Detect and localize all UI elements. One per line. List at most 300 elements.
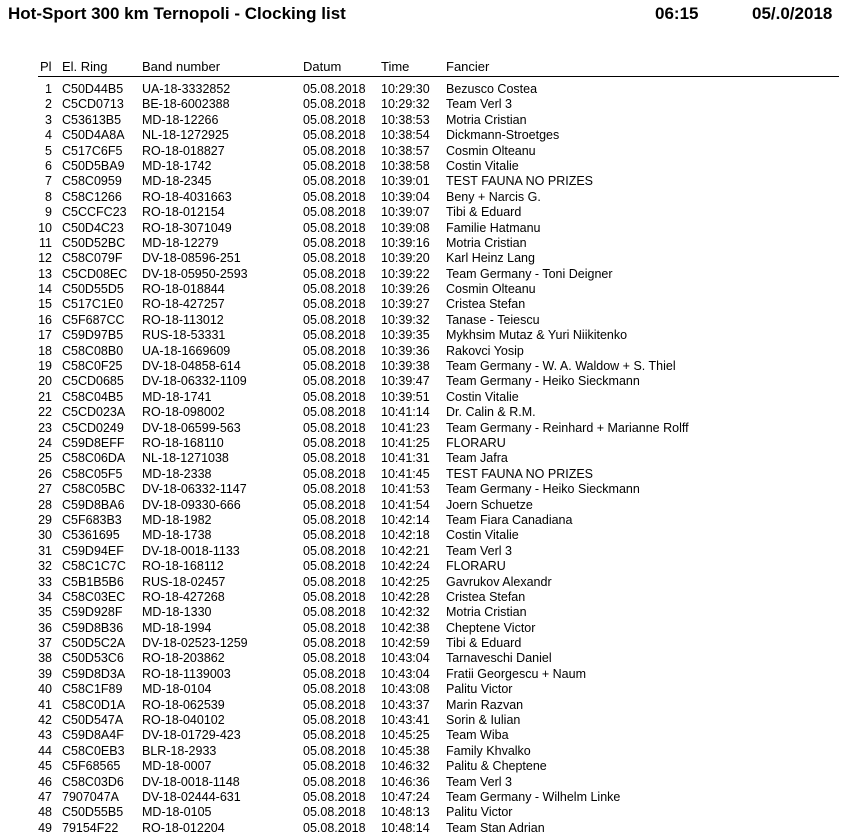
- table-row: [0, 128, 862, 143]
- cell-fancier: Team Germany - Heiko Sieckmann: [446, 482, 640, 497]
- cell-datum: 05.08.2018: [303, 543, 366, 558]
- cell-pl: 13: [38, 266, 52, 281]
- cell-pl: 25: [38, 451, 52, 466]
- cell-el-ring: C53613B5: [62, 112, 122, 127]
- page-header: [8, 4, 854, 28]
- cell-time: 10:42:25: [381, 574, 430, 589]
- cell-pl: 28: [38, 497, 52, 512]
- table-row: [0, 498, 862, 513]
- cell-pl: 43: [38, 728, 52, 743]
- cell-pl: 15: [38, 297, 52, 312]
- print-time: 06:15: [655, 4, 699, 23]
- cell-time: 10:39:38: [381, 359, 430, 374]
- cell-el-ring: C59D97B5: [62, 328, 124, 343]
- cell-pl: 41: [38, 697, 52, 712]
- cell-el-ring: C517C6F5: [62, 143, 123, 158]
- cell-el-ring: C58C1266: [62, 189, 122, 204]
- table-row: [0, 528, 862, 543]
- cell-el-ring: C58C05BC: [62, 482, 126, 497]
- cell-time: 10:42:28: [381, 589, 430, 604]
- cell-el-ring: C50D547A: [62, 713, 124, 728]
- cell-datum: 05.08.2018: [303, 528, 366, 543]
- cell-datum: 05.08.2018: [303, 605, 366, 620]
- cell-datum: 05.08.2018: [303, 805, 366, 820]
- cell-datum: 05.08.2018: [303, 389, 366, 404]
- cell-time: 10:39:47: [381, 374, 430, 389]
- table-row: [0, 713, 862, 728]
- table-row: [0, 374, 862, 389]
- cell-pl: 9: [45, 205, 52, 220]
- cell-time: 10:45:38: [381, 743, 430, 758]
- cell-el-ring: C50D44B5: [62, 82, 124, 96]
- cell-pl: 20: [38, 374, 52, 389]
- cell-band-number: DV-18-09330-666: [142, 497, 241, 512]
- cell-band-number: DV-18-02444-631: [142, 789, 241, 804]
- cell-time: 10:38:58: [381, 158, 430, 173]
- cell-fancier: Fratii Georgescu + Naum: [446, 666, 586, 681]
- table-row: [0, 544, 862, 559]
- cell-datum: 05.08.2018: [303, 682, 366, 697]
- table-row: [0, 328, 862, 343]
- table-row: [0, 113, 862, 128]
- cell-band-number: DV-18-02523-1259: [142, 636, 248, 651]
- cell-time: 10:42:18: [381, 528, 430, 543]
- cell-datum: 05.08.2018: [303, 359, 366, 374]
- cell-time: 10:48:13: [381, 805, 430, 820]
- cell-datum: 05.08.2018: [303, 266, 366, 281]
- cell-datum: 05.08.2018: [303, 405, 366, 420]
- cell-fancier: Gavrukov Alexandr: [446, 574, 552, 589]
- column-header-fancier: Fancier: [446, 59, 490, 74]
- cell-fancier: Team Verl 3: [446, 774, 513, 789]
- table-row: [0, 221, 862, 236]
- cell-band-number: RO-18-098002: [142, 405, 225, 420]
- cell-el-ring: C50D5BA9: [62, 158, 125, 173]
- cell-fancier: Team Germany - Wilhelm Linke: [446, 789, 621, 804]
- cell-band-number: RO-18-040102: [142, 713, 225, 728]
- cell-time: 10:39:16: [381, 235, 430, 250]
- cell-pl: 36: [38, 620, 52, 635]
- table-row: [0, 282, 862, 297]
- cell-fancier: Team Germany - Toni Deigner: [446, 266, 613, 281]
- cell-band-number: MD-18-1330: [142, 605, 212, 620]
- table-row: [0, 144, 862, 159]
- cell-time: 10:42:59: [381, 636, 430, 651]
- table-row: [0, 636, 862, 651]
- table-row: [0, 97, 862, 112]
- cell-time: 10:45:25: [381, 728, 430, 743]
- cell-time: 10:41:45: [381, 466, 430, 481]
- table-row: [0, 174, 862, 189]
- cell-el-ring: C517C1E0: [62, 297, 124, 312]
- clocking-list: [0, 82, 862, 836]
- cell-fancier: Cheptene Victor: [446, 620, 536, 635]
- cell-datum: 05.08.2018: [303, 235, 366, 250]
- cell-el-ring: C58C04B5: [62, 389, 124, 404]
- cell-pl: 10: [38, 220, 52, 235]
- cell-band-number: MD-18-0007: [142, 759, 212, 774]
- cell-pl: 1: [45, 82, 52, 96]
- table-row: [0, 575, 862, 590]
- cell-pl: 16: [38, 312, 52, 327]
- table-row: [0, 698, 862, 713]
- cell-band-number: DV-18-04858-614: [142, 359, 241, 374]
- page-title: Hot-Sport 300 km Ternopoli - Clocking list: [8, 4, 346, 23]
- cell-fancier: Team Germany - Reinhard + Marianne Rolff: [446, 420, 689, 435]
- cell-fancier: Palitu Victor: [446, 805, 513, 820]
- cell-fancier: Team Stan Adrian: [446, 820, 545, 835]
- cell-pl: 29: [38, 512, 52, 527]
- table-row: [0, 651, 862, 666]
- cell-band-number: RO-18-168110: [142, 435, 224, 450]
- column-header-time: Time: [381, 59, 410, 74]
- cell-time: 10:39:01: [381, 174, 430, 189]
- table-row: [0, 405, 862, 420]
- cell-band-number: MD-18-2338: [142, 466, 212, 481]
- cell-band-number: RO-18-203862: [142, 651, 225, 666]
- cell-datum: 05.08.2018: [303, 759, 366, 774]
- table-row: [0, 821, 862, 836]
- cell-pl: 44: [38, 743, 52, 758]
- cell-datum: 05.08.2018: [303, 189, 366, 204]
- cell-datum: 05.08.2018: [303, 174, 366, 189]
- cell-band-number: DV-18-0018-1148: [142, 774, 240, 789]
- cell-time: 10:38:57: [381, 143, 430, 158]
- cell-fancier: Costin Vitalie: [446, 528, 519, 543]
- cell-el-ring: C59D8BA6: [62, 497, 125, 512]
- cell-time: 10:39:04: [381, 189, 430, 204]
- table-row: [0, 467, 862, 482]
- cell-datum: 05.08.2018: [303, 420, 366, 435]
- cell-fancier: Sorin & Iulian: [446, 713, 521, 728]
- cell-time: 10:42:21: [381, 543, 430, 558]
- print-date: 05/.0/2018: [752, 4, 833, 23]
- table-row: [0, 805, 862, 820]
- cell-el-ring: C58C1F89: [62, 682, 123, 697]
- cell-fancier: Team Fiara Canadiana: [446, 512, 573, 527]
- cell-datum: 05.08.2018: [303, 220, 366, 235]
- cell-el-ring: C5CCFC23: [62, 205, 127, 220]
- cell-pl: 35: [38, 605, 52, 620]
- cell-band-number: DV-18-01729-423: [142, 728, 241, 743]
- table-row: [0, 744, 862, 759]
- cell-time: 10:39:36: [381, 343, 430, 358]
- table-row: [0, 251, 862, 266]
- cell-pl: 31: [38, 543, 52, 558]
- table-row: [0, 359, 862, 374]
- table-row: [0, 513, 862, 528]
- cell-fancier: Costin Vitalie: [446, 389, 519, 404]
- table-row: [0, 236, 862, 251]
- cell-datum: 05.08.2018: [303, 774, 366, 789]
- cell-band-number: MD-18-1994: [142, 620, 212, 635]
- cell-time: 10:39:51: [381, 389, 430, 404]
- cell-datum: 05.08.2018: [303, 312, 366, 327]
- cell-pl: 38: [38, 651, 52, 666]
- cell-fancier: Karl Heinz Lang: [446, 251, 535, 266]
- cell-band-number: MD-18-1982: [142, 512, 212, 527]
- cell-band-number: DV-18-06332-1147: [142, 482, 247, 497]
- table-row: [0, 390, 862, 405]
- cell-el-ring: C58C08B0: [62, 343, 124, 358]
- cell-el-ring: C5F68565: [62, 759, 121, 774]
- cell-el-ring: C58C0D1A: [62, 697, 126, 712]
- cell-datum: 05.08.2018: [303, 620, 366, 635]
- cell-time: 10:39:27: [381, 297, 430, 312]
- cell-fancier: Tanase - Teiescu: [446, 312, 540, 327]
- cell-time: 10:48:14: [381, 820, 430, 835]
- cell-datum: 05.08.2018: [303, 789, 366, 804]
- cell-band-number: UA-18-1669609: [142, 343, 231, 358]
- cell-el-ring: C58C03D6: [62, 774, 124, 789]
- cell-time: 10:38:53: [381, 112, 430, 127]
- cell-pl: 33: [38, 574, 52, 589]
- cell-pl: 23: [38, 420, 52, 435]
- cell-datum: 05.08.2018: [303, 328, 366, 343]
- cell-el-ring: C50D4C23: [62, 220, 124, 235]
- table-row: [0, 621, 862, 636]
- cell-pl: 8: [45, 189, 52, 204]
- cell-datum: 05.08.2018: [303, 143, 366, 158]
- cell-band-number: RO-18-168112: [142, 559, 224, 574]
- table-row: [0, 313, 862, 328]
- cell-el-ring: C58C0959: [62, 174, 122, 189]
- cell-datum: 05.08.2018: [303, 97, 366, 112]
- cell-time: 10:39:32: [381, 312, 430, 327]
- cell-datum: 05.08.2018: [303, 82, 366, 96]
- table-row: [0, 451, 862, 466]
- cell-time: 10:41:31: [381, 451, 430, 466]
- cell-datum: 05.08.2018: [303, 343, 366, 358]
- cell-band-number: DV-18-08596-251: [142, 251, 241, 266]
- cell-band-number: RO-18-113012: [142, 312, 224, 327]
- table-row: [0, 728, 862, 743]
- cell-el-ring: C59D8A4F: [62, 728, 124, 743]
- cell-el-ring: 79154F22: [62, 820, 119, 835]
- cell-pl: 32: [38, 559, 52, 574]
- cell-fancier: Team Germany - W. A. Waldow + S. Thiel: [446, 359, 676, 374]
- table-row: [0, 436, 862, 451]
- table-row: [0, 344, 862, 359]
- cell-fancier: Marin Razvan: [446, 697, 524, 712]
- cell-el-ring: C58C05F5: [62, 466, 123, 481]
- cell-el-ring: C50D55D5: [62, 282, 124, 297]
- cell-el-ring: C59D8B36: [62, 620, 124, 635]
- cell-el-ring: C5B1B5B6: [62, 574, 124, 589]
- cell-pl: 30: [38, 528, 52, 543]
- cell-time: 10:39:22: [381, 266, 430, 281]
- cell-time: 10:38:54: [381, 128, 430, 143]
- cell-fancier: TEST FAUNA NO PRIZES: [446, 466, 594, 481]
- cell-el-ring: C50D53C6: [62, 651, 124, 666]
- cell-pl: 39: [38, 666, 52, 681]
- column-header-datum: Datum: [303, 59, 342, 74]
- cell-el-ring: C5CD023A: [62, 405, 126, 420]
- cell-band-number: DV-18-06599-563: [142, 420, 241, 435]
- cell-el-ring: C5CD0685: [62, 374, 124, 389]
- cell-fancier: Team Verl 3: [446, 543, 513, 558]
- cell-band-number: RO-18-1139003: [142, 666, 231, 681]
- cell-band-number: BE-18-6002388: [142, 97, 230, 112]
- cell-band-number: RO-18-4031663: [142, 189, 232, 204]
- cell-pl: 40: [38, 682, 52, 697]
- cell-time: 10:39:35: [381, 328, 430, 343]
- cell-el-ring: C5361695: [62, 528, 120, 543]
- header-divider: [38, 76, 839, 77]
- cell-el-ring: C58C0F25: [62, 359, 123, 374]
- cell-datum: 05.08.2018: [303, 743, 366, 758]
- cell-band-number: RO-18-018827: [142, 143, 225, 158]
- cell-band-number: NL-18-1272925: [142, 128, 229, 143]
- cell-el-ring: C59D928F: [62, 605, 123, 620]
- cell-fancier: Familie Hatmanu: [446, 220, 541, 235]
- cell-time: 10:43:41: [381, 713, 430, 728]
- cell-fancier: Family Khvalko: [446, 743, 531, 758]
- cell-datum: 05.08.2018: [303, 435, 366, 450]
- cell-band-number: RO-18-427268: [142, 589, 225, 604]
- table-row: [0, 482, 862, 497]
- cell-pl: 18: [38, 343, 52, 358]
- cell-band-number: RUS-18-02457: [142, 574, 226, 589]
- cell-fancier: Motria Cristian: [446, 605, 527, 620]
- cell-pl: 34: [38, 589, 52, 604]
- cell-fancier: FLORARU: [446, 435, 506, 450]
- cell-pl: 37: [38, 636, 52, 651]
- table-row: [0, 775, 862, 790]
- cell-pl: 22: [38, 405, 52, 420]
- cell-datum: 05.08.2018: [303, 697, 366, 712]
- cell-fancier: Beny + Narcis G.: [446, 189, 541, 204]
- cell-fancier: Rakovci Yosip: [446, 343, 524, 358]
- cell-band-number: DV-18-06332-1109: [142, 374, 247, 389]
- table-row: [0, 790, 862, 805]
- cell-band-number: NL-18-1271038: [142, 451, 229, 466]
- cell-time: 10:39:08: [381, 220, 430, 235]
- cell-el-ring: C58C06DA: [62, 451, 126, 466]
- cell-fancier: Tibi & Eduard: [446, 205, 522, 220]
- table-row: [0, 605, 862, 620]
- table-row: [0, 205, 862, 220]
- cell-el-ring: 7907047A: [62, 789, 120, 804]
- cell-datum: 05.08.2018: [303, 589, 366, 604]
- cell-el-ring: C59D8D3A: [62, 666, 126, 681]
- cell-fancier: Dickmann-Stroetges: [446, 128, 560, 143]
- cell-fancier: Bezusco Costea: [446, 82, 538, 96]
- cell-el-ring: C50D4A8A: [62, 128, 125, 143]
- cell-pl: 12: [38, 251, 52, 266]
- cell-el-ring: C5CD08EC: [62, 266, 128, 281]
- cell-band-number: DV-18-05950-2593: [142, 266, 248, 281]
- cell-pl: 11: [39, 235, 52, 250]
- cell-band-number: RO-18-012154: [142, 205, 225, 220]
- cell-fancier: Joern Schuetze: [446, 497, 533, 512]
- cell-fancier: Team Wiba: [446, 728, 509, 743]
- table-row: [0, 297, 862, 312]
- cell-datum: 05.08.2018: [303, 451, 366, 466]
- cell-band-number: MD-18-12279: [142, 235, 219, 250]
- cell-el-ring: C58C03EC: [62, 589, 126, 604]
- column-header-pl: Pl: [40, 59, 52, 74]
- column-header-ring: El. Ring: [62, 59, 108, 74]
- cell-datum: 05.08.2018: [303, 713, 366, 728]
- cell-band-number: RUS-18-53331: [142, 328, 226, 343]
- cell-band-number: RO-18-018844: [142, 282, 225, 297]
- cell-el-ring: C5CD0713: [62, 97, 124, 112]
- cell-time: 10:42:32: [381, 605, 430, 620]
- cell-datum: 05.08.2018: [303, 574, 366, 589]
- cell-el-ring: C59D8EFF: [62, 435, 125, 450]
- cell-fancier: Tarnaveschi Daniel: [446, 651, 552, 666]
- table-row: [0, 759, 862, 774]
- cell-pl: 21: [38, 389, 52, 404]
- cell-time: 10:42:24: [381, 559, 430, 574]
- cell-fancier: Team Germany - Heiko Sieckmann: [446, 374, 640, 389]
- cell-el-ring: C50D55B5: [62, 805, 124, 820]
- cell-fancier: Cosmin Olteanu: [446, 282, 536, 297]
- cell-time: 10:43:08: [381, 682, 430, 697]
- cell-el-ring: C5F683B3: [62, 512, 122, 527]
- cell-pl: 7: [45, 174, 52, 189]
- cell-datum: 05.08.2018: [303, 559, 366, 574]
- cell-time: 10:46:32: [381, 759, 430, 774]
- table-row: [0, 421, 862, 436]
- cell-datum: 05.08.2018: [303, 128, 366, 143]
- cell-fancier: Motria Cristian: [446, 112, 527, 127]
- cell-time: 10:41:53: [381, 482, 430, 497]
- cell-pl: 48: [38, 805, 52, 820]
- cell-fancier: Motria Cristian: [446, 235, 527, 250]
- cell-band-number: RO-18-012204: [142, 820, 225, 835]
- cell-el-ring: C58C079F: [62, 251, 123, 266]
- cell-pl: 26: [38, 466, 52, 481]
- cell-pl: 6: [45, 158, 52, 173]
- cell-el-ring: C50D5C2A: [62, 636, 126, 651]
- cell-time: 10:29:32: [381, 97, 430, 112]
- cell-band-number: MD-18-0104: [142, 682, 212, 697]
- table-row: [0, 667, 862, 682]
- cell-datum: 05.08.2018: [303, 205, 366, 220]
- cell-band-number: BLR-18-2933: [142, 743, 217, 758]
- cell-fancier: Palitu Victor: [446, 682, 513, 697]
- cell-time: 10:43:37: [381, 697, 430, 712]
- cell-fancier: Cristea Stefan: [446, 589, 526, 604]
- table-row: [0, 190, 862, 205]
- cell-band-number: RO-18-062539: [142, 697, 225, 712]
- cell-time: 10:42:38: [381, 620, 430, 635]
- table-row: [0, 590, 862, 605]
- cell-time: 10:39:26: [381, 282, 430, 297]
- cell-el-ring: C58C0EB3: [62, 743, 125, 758]
- cell-time: 10:39:07: [381, 205, 430, 220]
- cell-time: 10:39:20: [381, 251, 430, 266]
- cell-pl: 3: [45, 112, 52, 127]
- cell-datum: 05.08.2018: [303, 820, 366, 835]
- cell-datum: 05.08.2018: [303, 512, 366, 527]
- cell-datum: 05.08.2018: [303, 482, 366, 497]
- cell-fancier: Costin Vitalie: [446, 158, 519, 173]
- cell-fancier: Cosmin Olteanu: [446, 143, 536, 158]
- cell-datum: 05.08.2018: [303, 251, 366, 266]
- cell-el-ring: C58C1C7C: [62, 559, 126, 574]
- cell-pl: 42: [38, 713, 52, 728]
- cell-el-ring: C50D52BC: [62, 235, 126, 250]
- table-row: [0, 682, 862, 697]
- cell-fancier: TEST FAUNA NO PRIZES: [446, 174, 594, 189]
- cell-datum: 05.08.2018: [303, 158, 366, 173]
- cell-pl: 14: [38, 282, 52, 297]
- cell-band-number: MD-18-12266: [142, 112, 219, 127]
- table-row: [0, 159, 862, 174]
